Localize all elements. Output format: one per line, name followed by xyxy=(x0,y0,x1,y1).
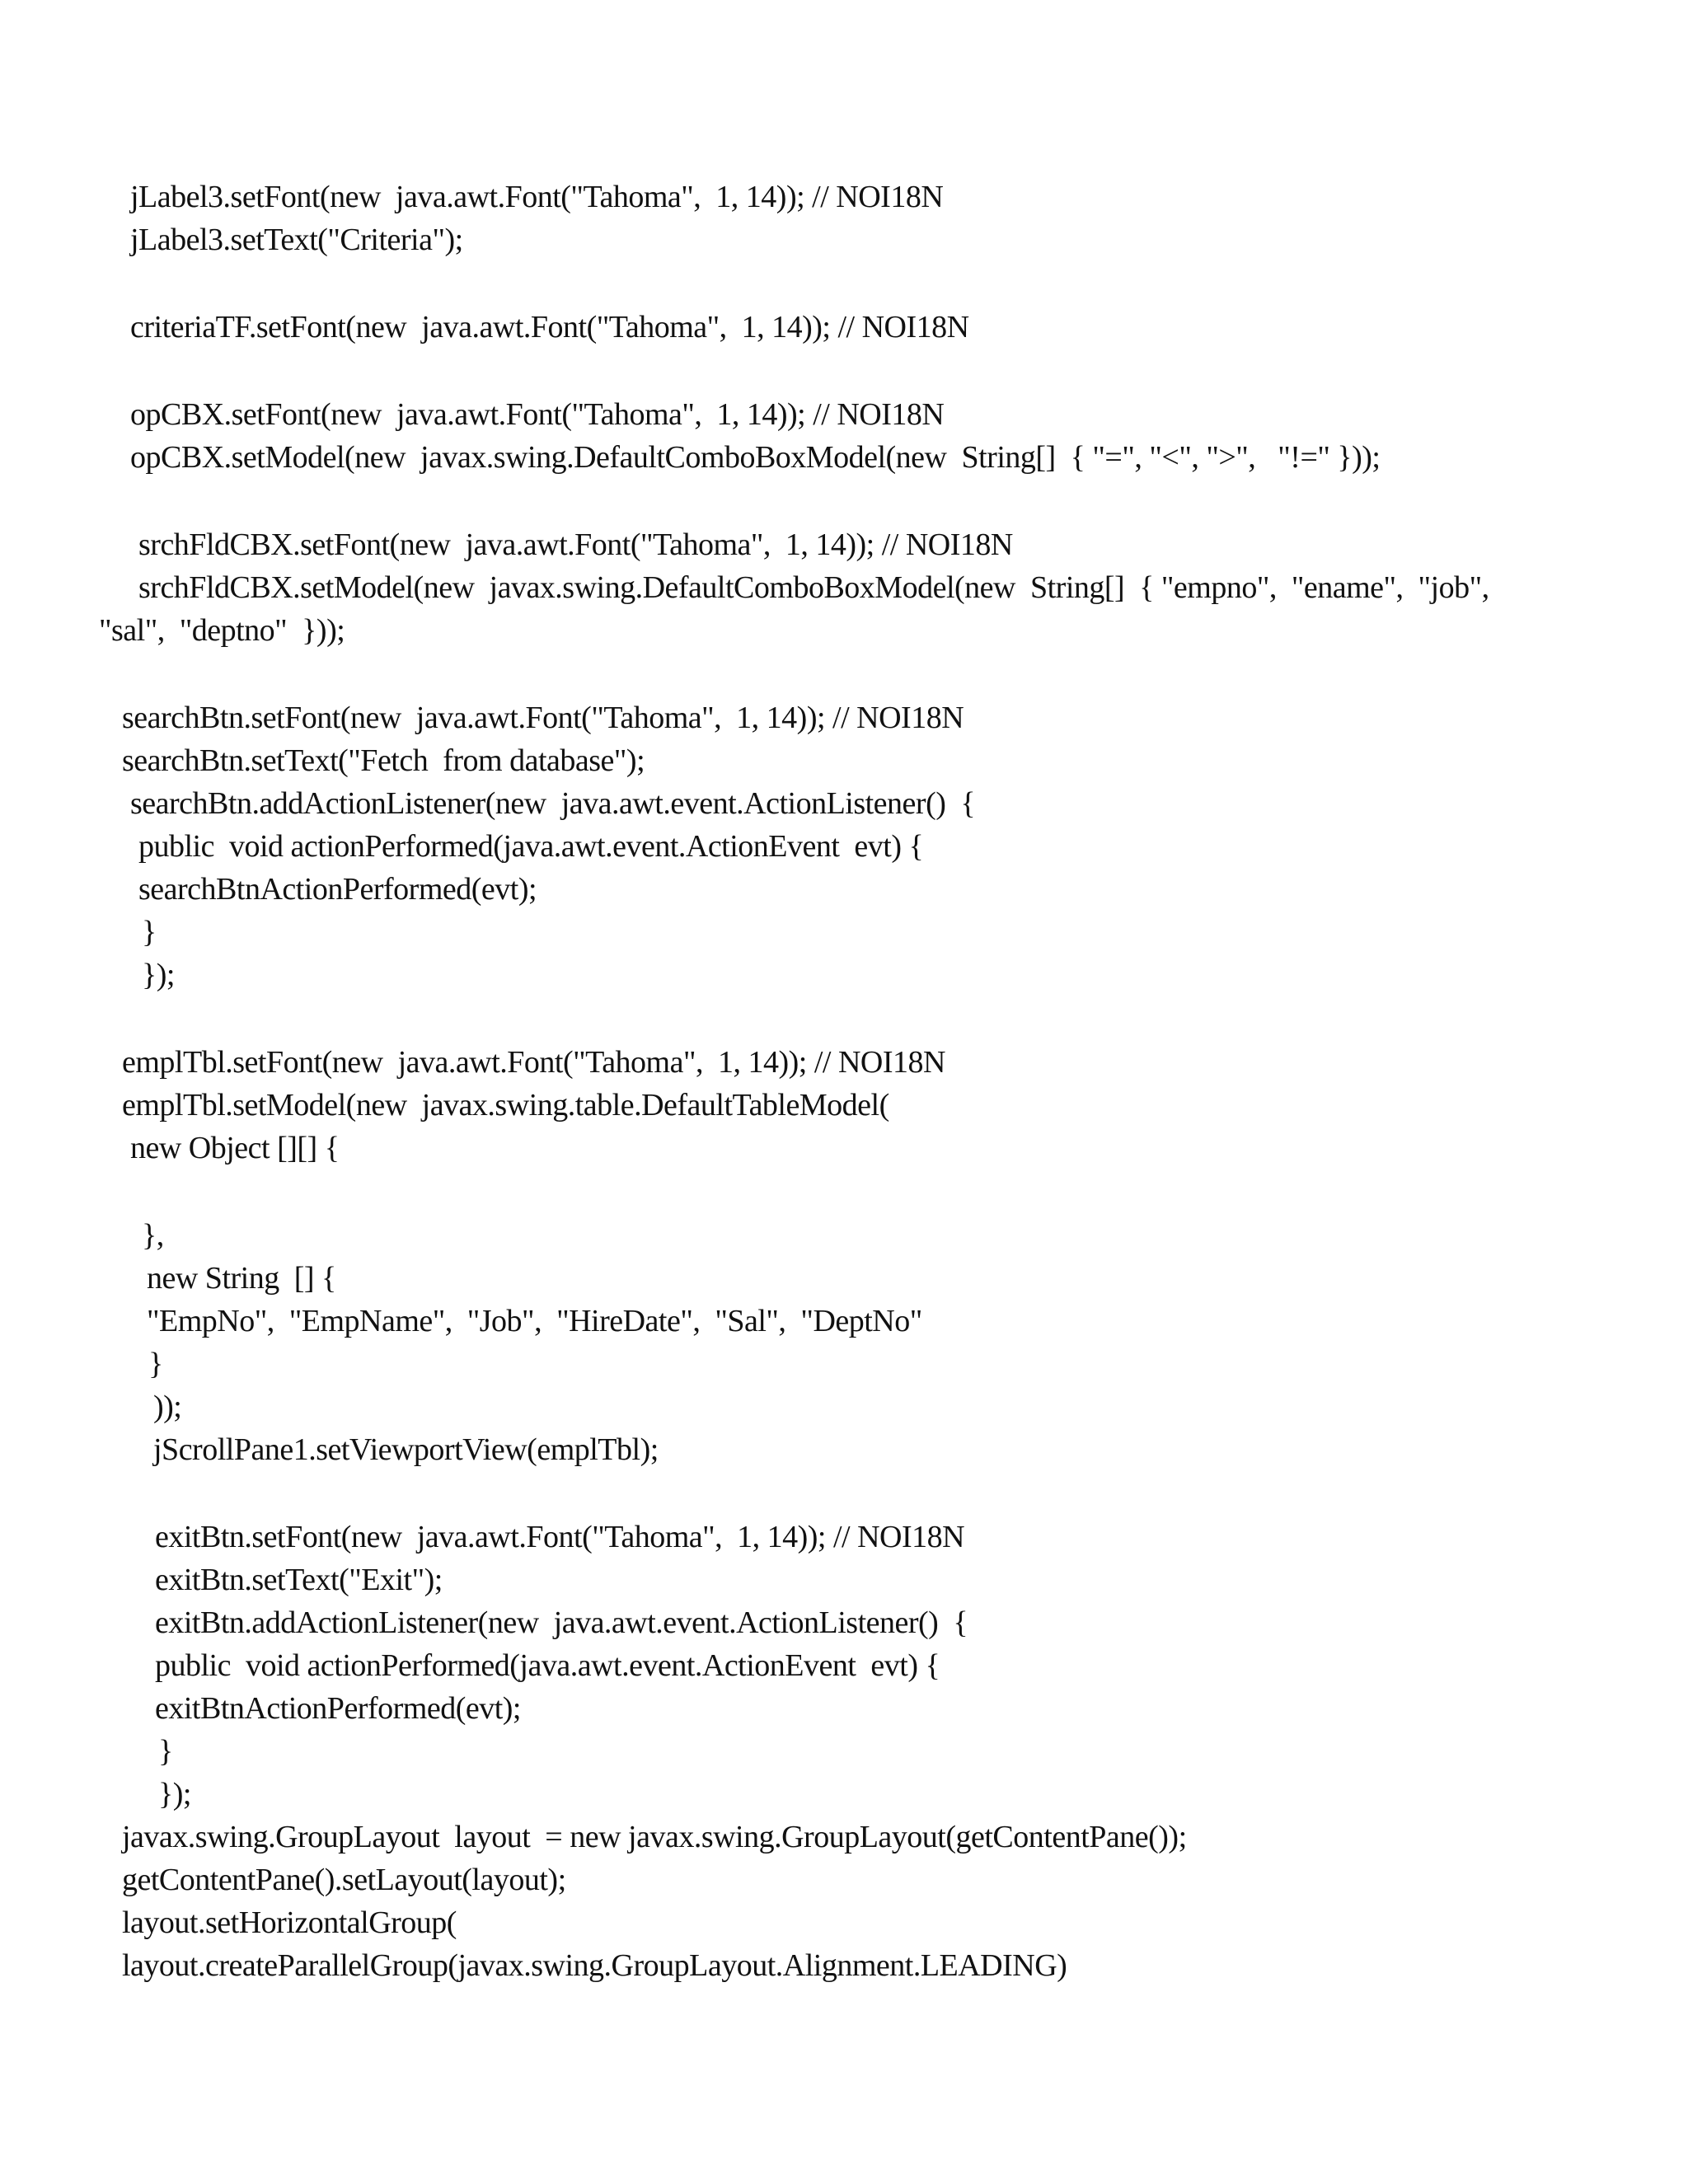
code-line: } xyxy=(158,1734,173,1769)
code-line: } xyxy=(142,915,157,949)
code-line: exitBtnActionPerformed(evt); xyxy=(155,1691,521,1726)
code-line: public void actionPerformed(java.awt.event.ActionEvent evt) { xyxy=(155,1648,940,1683)
code-line: )); xyxy=(153,1390,182,1424)
code-line: getContentPane().setLayout(layout); xyxy=(122,1863,566,1897)
code-line: layout.setHorizontalGroup( xyxy=(122,1905,457,1940)
code-line: }); xyxy=(142,958,175,992)
code-line: searchBtn.setText("Fetch from database"); xyxy=(122,743,645,778)
code-line: opCBX.setFont(new java.awt.Font("Tahoma", 1, 14)); // NOI18N xyxy=(130,397,945,432)
code-line: srchFldCBX.setFont(new java.awt.Font("Tahoma", 1, 14)); // NOI18N xyxy=(138,527,1013,562)
code-line: new Object [][] { xyxy=(130,1131,340,1165)
code-line: }, xyxy=(142,1218,164,1253)
code-line: searchBtn.setFont(new java.awt.Font("Tahoma", 1, 14)); // NOI18N xyxy=(122,701,964,735)
code-line: jLabel3.setFont(new java.awt.Font("Tahoma", 1, 14)); // NOI18N xyxy=(130,180,944,214)
code-line: srchFldCBX.setModel(new javax.swing.DefaultComboBoxModel(new String[] { "empno", "ename", "job", xyxy=(138,570,1489,605)
code-line: exitBtn.addActionListener(new java.awt.event.ActionListener() { xyxy=(155,1605,968,1640)
code-line: layout.createParallelGroup(javax.swing.GroupLayout.Alignment.LEADING) xyxy=(122,1948,1067,1983)
code-line: "EmpNo", "EmpName", "Job", "HireDate", "Sal", "DeptNo" xyxy=(147,1304,922,1338)
code-line: jLabel3.setText("Criteria"); xyxy=(130,223,463,257)
code-line: new String [] { xyxy=(147,1261,336,1296)
code-line: exitBtn.setFont(new java.awt.Font("Tahoma", 1, 14)); // NOI18N xyxy=(155,1520,965,1554)
code-line: jScrollPane1.setViewportView(emplTbl); xyxy=(153,1432,659,1467)
code-line: searchBtn.addActionListener(new java.awt.event.ActionListener() { xyxy=(130,786,976,821)
code-line: criteriaTF.setFont(new java.awt.Font("Tahoma", 1, 14)); // NOI18N xyxy=(130,310,969,344)
code-line: javax.swing.GroupLayout layout = new javax.swing.GroupLayout(getContentPane()); xyxy=(122,1820,1187,1854)
code-line: emplTbl.setModel(new javax.swing.table.DefaultTableModel( xyxy=(122,1088,889,1122)
code-line: exitBtn.setText("Exit"); xyxy=(155,1563,443,1597)
code-line: }); xyxy=(158,1777,191,1811)
code-line: emplTbl.setFont(new java.awt.Font("Tahoma", 1, 14)); // NOI18N xyxy=(122,1045,945,1080)
code-line: "sal", "deptno" })); xyxy=(99,613,345,648)
code-line: } xyxy=(148,1347,163,1381)
code-line: searchBtnActionPerformed(evt); xyxy=(138,872,537,907)
code-line: opCBX.setModel(new javax.swing.DefaultComboBoxModel(new String[] { "=", "<", ">", "!=" })); xyxy=(130,440,1381,475)
code-line: public void actionPerformed(java.awt.event.ActionEvent evt) { xyxy=(138,829,924,864)
